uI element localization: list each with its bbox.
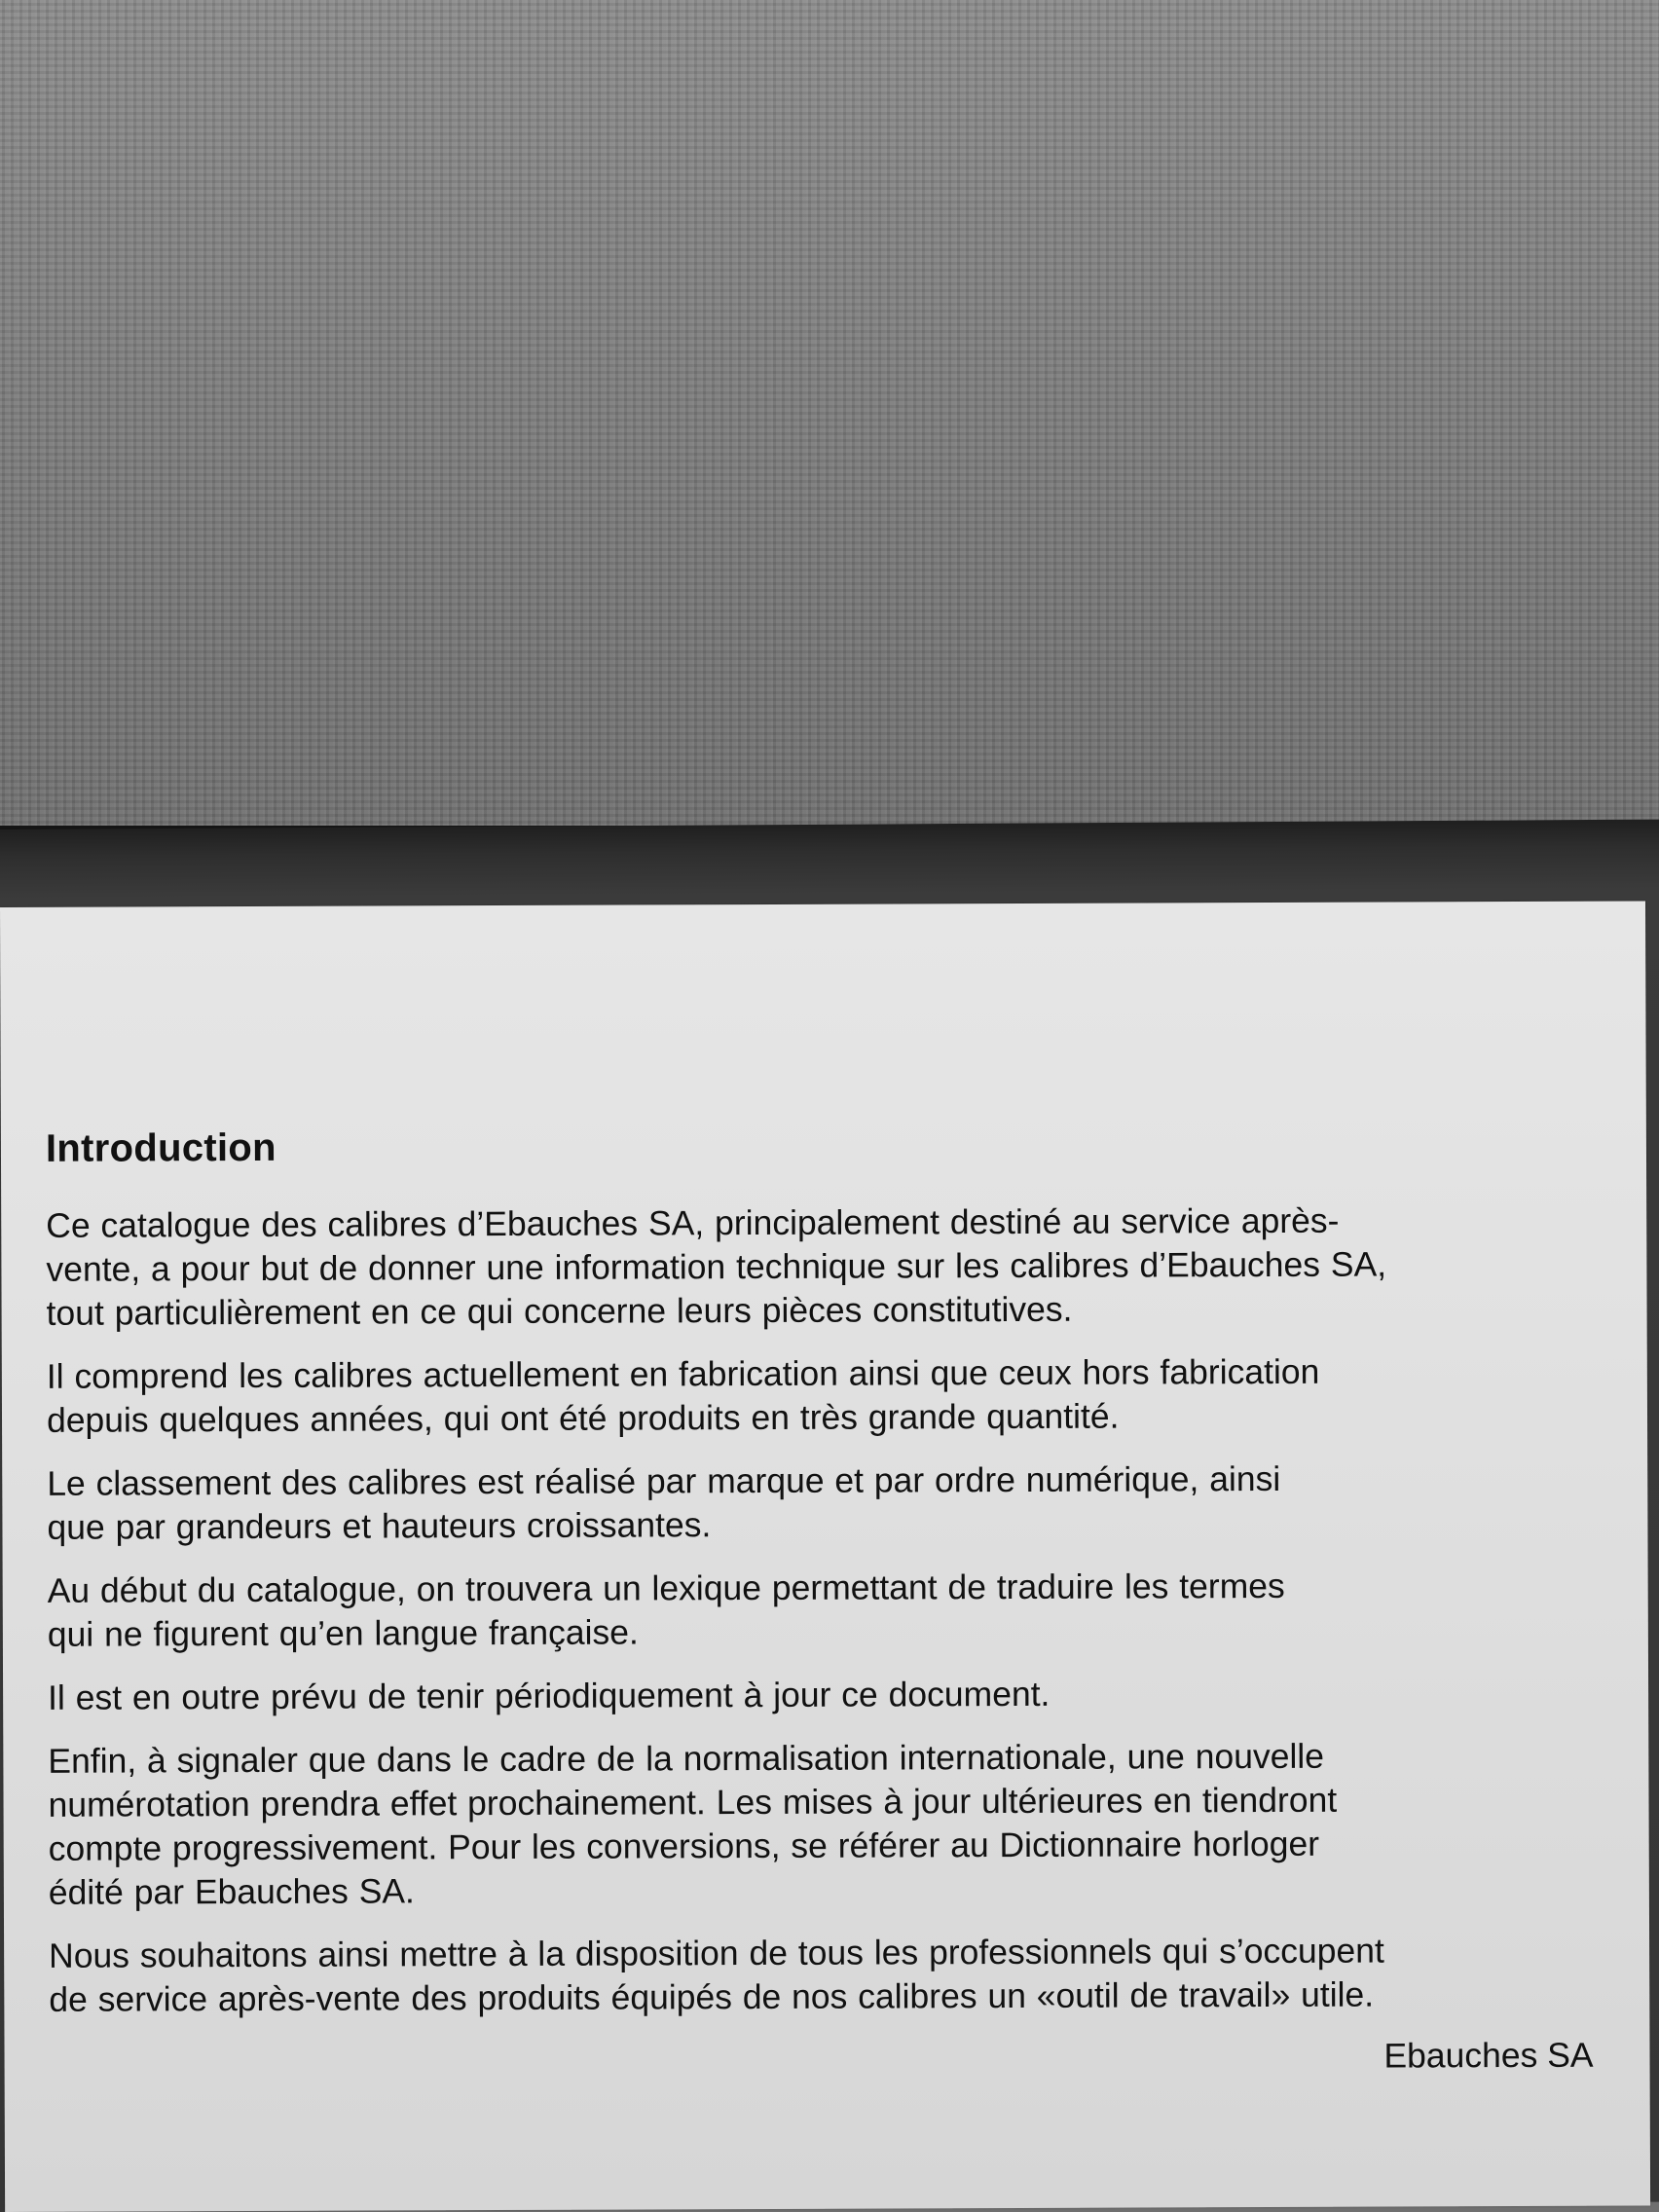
paragraph-line: Enfin, à signaler que dans le cadre de la normalisation internationale, une nouvelle	[48, 1736, 1325, 1781]
paragraph-line: compte progressivement. Pour les conversions, se référer au Dictionnaire horloger	[48, 1824, 1320, 1868]
paragraph-line: numérotation prendra effet prochainement. Les mises à jour ultérieures en tiendront	[48, 1780, 1338, 1825]
paragraph-line: de service après-vente des produits équipés de nos calibres un «outil de travail» utile.	[49, 1974, 1375, 2019]
paragraph-2	[47, 1349, 1604, 1443]
wooden-tabletop	[0, 0, 1659, 837]
catalogue-page	[0, 902, 1650, 2212]
paragraph-line: Au début du catalogue, on trouvera un lexique permettant de traduire les termes	[47, 1566, 1285, 1610]
signature: Ebauches SA	[1383, 2035, 1594, 2076]
paragraph-line: Il est en outre prévu de tenir périodiquement à jour ce document.	[48, 1674, 1051, 1717]
paragraph-line: Nous souhaitons ainsi mettre à la disposition de tous les professionnels qui s’occupent	[49, 1931, 1384, 1975]
paragraph-5	[48, 1671, 1605, 1720]
paragraph-line: édité par Ebauches SA.	[48, 1871, 415, 1912]
paragraph-7	[49, 1929, 1606, 2022]
page-content	[46, 1122, 1607, 2082]
paragraph-1	[46, 1198, 1604, 1336]
page-title: Introduction	[45, 1125, 276, 1170]
paragraph-line: Le classement des calibres est réalisé par marque et par ordre numérique, ainsi	[47, 1458, 1281, 1503]
paragraph-4	[48, 1564, 1605, 1657]
paragraph-line: tout particulièrement en ce qui concerne leurs pièces constitutives.	[46, 1289, 1073, 1333]
paragraph-line: qui ne figurent qu’en langue française.	[47, 1612, 639, 1654]
paragraph-line: Ce catalogue des calibres d’Ebauches SA, principalement destiné au service après-	[46, 1200, 1340, 1245]
paragraph-6	[48, 1734, 1606, 1915]
paragraph-line: Il comprend les calibres actuellement en fabrication ainsi que ceux hors fabrication	[46, 1351, 1320, 1396]
paragraph-line: que par grandeurs et hauteurs croissantes.	[47, 1505, 712, 1547]
paragraph-3	[47, 1456, 1604, 1550]
paragraph-line: vente, a pour but de donner une information technique sur les calibres d’Ebauches SA,	[46, 1244, 1387, 1289]
paragraph-line: depuis quelques années, qui ont été produits en très grande quantité.	[46, 1396, 1120, 1440]
